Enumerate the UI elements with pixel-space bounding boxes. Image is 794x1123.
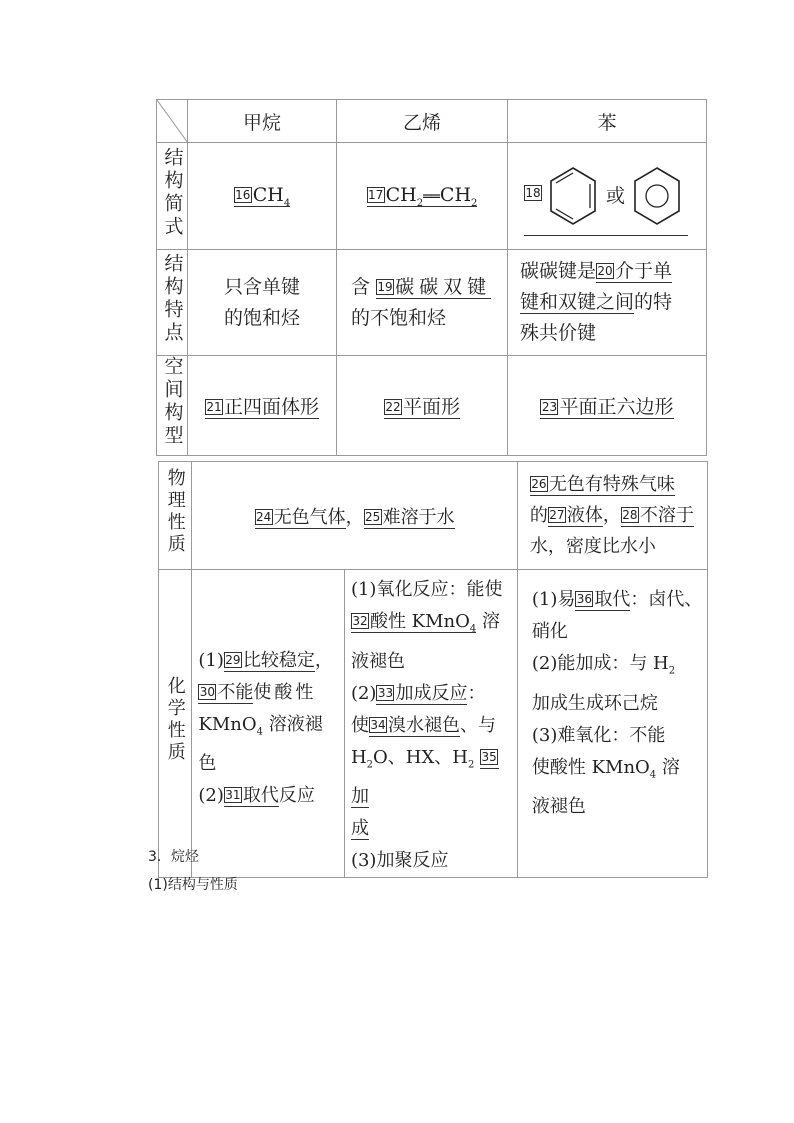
cell-ethylene-shape (337, 356, 508, 456)
table-row (157, 143, 707, 250)
answer-16 (234, 184, 290, 207)
answer-18 (524, 163, 688, 236)
cell-ethylene-feature (337, 250, 508, 356)
text: 使酸性 KMnO (531, 756, 650, 778)
text-line: (3)难氧化：不能 (531, 724, 666, 746)
answer-text: 正四面体形 (223, 396, 319, 418)
subscript: 4 (649, 769, 657, 781)
answer-number: 21 (206, 400, 222, 414)
answer-text: 成 (350, 818, 369, 840)
answer-29 (224, 650, 315, 672)
row-label-physical (159, 462, 192, 570)
answer-text: 酸性 KMnO (369, 611, 470, 632)
text: ： (467, 682, 486, 704)
table-row (157, 356, 707, 456)
answer-text: 取代 (594, 589, 631, 610)
answer-number: 28 (622, 508, 638, 522)
answer-text: 无色有特殊气味 (548, 474, 675, 495)
text: 含 (351, 275, 371, 298)
text-line (530, 469, 699, 500)
subscript: 2 (416, 197, 424, 209)
answer-text: 键和双键之间 (520, 291, 635, 313)
answer-number: 33 (377, 685, 394, 700)
text: KMnO (198, 713, 257, 735)
text-line (532, 648, 703, 688)
cell-benzene-shape (508, 356, 707, 456)
table-row (157, 250, 707, 356)
cell-chemical-ethylene (344, 570, 517, 878)
text-line: 的饱和烃 (223, 306, 300, 329)
text: 使 (350, 714, 369, 736)
answer-number: 17 (367, 187, 384, 202)
text-line (351, 272, 499, 303)
text-line: 水，密度比水小 (529, 536, 656, 557)
text-line (532, 584, 703, 616)
text: (1) (198, 649, 224, 671)
text: O、HX、H (373, 746, 468, 768)
answer-text: 碳碳双键 (395, 275, 492, 298)
cell-methane-feature (188, 250, 337, 356)
subscript: 4 (469, 623, 477, 635)
text-line (351, 606, 513, 646)
row-label-text: 物理性质 (164, 468, 186, 556)
cell-methane-formula (188, 143, 337, 250)
cell-ethylene-formula (337, 143, 508, 250)
text: ， (602, 505, 621, 526)
answer-17 (367, 184, 478, 207)
answer-number: 25 (364, 509, 381, 524)
row-label-shape (157, 356, 188, 456)
answer-number: 23 (541, 400, 558, 414)
text-line (198, 780, 340, 812)
text-line (520, 287, 698, 318)
text-line: 硝化 (531, 621, 568, 642)
text-line: 的不饱和烃 (351, 306, 447, 329)
table-header-row (157, 100, 707, 143)
answer-number: 18 (525, 185, 541, 200)
answer-33 (376, 683, 467, 705)
answer-25 (364, 507, 455, 529)
subscript: 2 (468, 759, 475, 771)
text-line (530, 500, 699, 531)
answer-text: 比较稳定 (242, 649, 315, 671)
answer-number: 30 (199, 684, 216, 699)
table-row (159, 570, 708, 878)
cell-chemical-methane (192, 570, 345, 878)
text-line (351, 710, 513, 742)
answer-text: 难溶于水 (382, 506, 455, 528)
formula: CH (439, 183, 472, 206)
answer-number: 32 (352, 614, 368, 628)
text-line (351, 742, 513, 814)
answer-number: 16 (235, 187, 251, 202)
answer-22 (384, 396, 460, 419)
answer-19 (376, 276, 491, 299)
text-line (520, 256, 698, 287)
text: (1)易 (531, 589, 576, 610)
answer-text: 介于单 (615, 260, 673, 282)
benzene-ring-icon (632, 166, 682, 230)
text: 碳碳键是 (520, 260, 597, 282)
text: ， (314, 649, 333, 671)
answer-30 (198, 682, 253, 704)
formula: CH (385, 183, 417, 206)
section-title: 3．烷烃 (148, 849, 199, 865)
subscript: 4 (256, 726, 263, 738)
text: (2) (198, 785, 224, 807)
answer-20 (596, 260, 672, 283)
text-line: 加成生成环己烷 (531, 692, 658, 714)
text-line (198, 709, 340, 749)
row-label-text: 化学性质 (164, 676, 186, 765)
cell-physical-benzene (517, 462, 707, 570)
answer-text: 加 (350, 786, 369, 808)
answer-21 (205, 396, 319, 419)
answer-number: 34 (370, 717, 386, 732)
text-line: 只含单键 (223, 275, 300, 298)
header-ethylene: 乙烯 (337, 100, 508, 143)
row-label-structure (157, 143, 188, 250)
text-line (351, 678, 513, 710)
benzene-kekule-icon (548, 166, 598, 230)
answer-text: 平面形 (402, 396, 460, 418)
corner-cell (157, 100, 188, 143)
text-line (351, 813, 513, 845)
answer-number: 29 (225, 652, 241, 667)
text: 反应 (278, 785, 315, 807)
answer-34 (369, 715, 460, 737)
comparison-table-top (156, 99, 707, 456)
answer-text: 加成反应 (395, 682, 468, 704)
row-label-text: 空间构型 (161, 356, 184, 448)
text-line: 殊共价键 (520, 322, 597, 344)
answer-text: 不能 (217, 681, 254, 703)
answer-23 (540, 396, 673, 419)
or-text: 或 (606, 184, 626, 207)
text: 、与 (459, 714, 496, 736)
answer-text: 溴水褪色 (387, 714, 460, 736)
answer-32 (351, 611, 476, 633)
header-methane: 甲烷 (188, 100, 337, 143)
subscript: 2 (668, 665, 676, 677)
answer-number: 24 (255, 509, 272, 524)
text-line (198, 645, 340, 677)
answer-36 (575, 589, 630, 611)
answer-24 (255, 507, 346, 529)
answer-text: 液体 (566, 505, 603, 526)
answer-text: 平面正六边形 (559, 396, 674, 418)
subscript: 2 (366, 759, 374, 771)
cell-physical-methane-ethylene (192, 462, 517, 570)
answer-text: 不溶于 (639, 505, 694, 526)
answer-number: 27 (549, 508, 565, 522)
text: (2)能加成：与 H (531, 653, 669, 674)
answer-number: 26 (531, 477, 547, 491)
text-line: (3)加聚反应 (350, 850, 449, 872)
text: (2) (350, 682, 377, 704)
cell-benzene-formula (508, 143, 707, 250)
comparison-table-bottom (158, 461, 708, 878)
text: H (350, 746, 367, 768)
double-bond: ══ (423, 188, 440, 205)
answer-27 (548, 505, 603, 527)
text-line: 液褪色 (350, 650, 405, 672)
answer-28 (621, 505, 694, 527)
subscript: 2 (471, 197, 478, 209)
text: 使酸性 (253, 681, 317, 703)
diagonal-corner-icon (157, 100, 188, 143)
cell-chemical-benzene (517, 570, 707, 878)
text: ， (345, 506, 364, 528)
answer-number: 20 (597, 264, 613, 278)
text-line: (1)氧化反应：能使 (350, 579, 503, 600)
subscript: 4 (283, 197, 291, 209)
table-row (159, 462, 708, 570)
text: ：卤代、 (630, 589, 703, 610)
answer-number: 22 (385, 400, 401, 414)
row-label-chemical (159, 570, 192, 878)
answer-number: 19 (377, 279, 393, 294)
section-subtitle: (1)结构与性质 (148, 877, 238, 893)
answer-26 (530, 474, 675, 496)
header-benzene: 苯 (508, 100, 707, 143)
text-line (532, 752, 703, 792)
row-label-text: 结构特点 (161, 253, 184, 345)
text: 溶 (656, 756, 680, 778)
text-line: 液褪色 (531, 796, 586, 818)
text: 溶液褪 (262, 713, 323, 735)
answer-number: 36 (576, 592, 592, 606)
answer-number: 31 (225, 788, 241, 803)
answer-text: 取代 (242, 785, 279, 807)
text-line (198, 677, 340, 709)
cell-benzene-feature (508, 250, 707, 356)
row-label-features (157, 250, 188, 356)
formula: CH (252, 183, 284, 206)
cell-methane-shape (188, 356, 337, 456)
text: 的 (529, 505, 548, 526)
text: 溶 (476, 611, 501, 632)
answer-text: 无色气体 (273, 506, 346, 528)
text: 的特 (634, 291, 673, 313)
answer-31 (224, 785, 279, 807)
row-label-text: 结构简式 (161, 146, 184, 239)
text-line: 色 (198, 753, 217, 775)
answer-number: 35 (481, 749, 497, 764)
